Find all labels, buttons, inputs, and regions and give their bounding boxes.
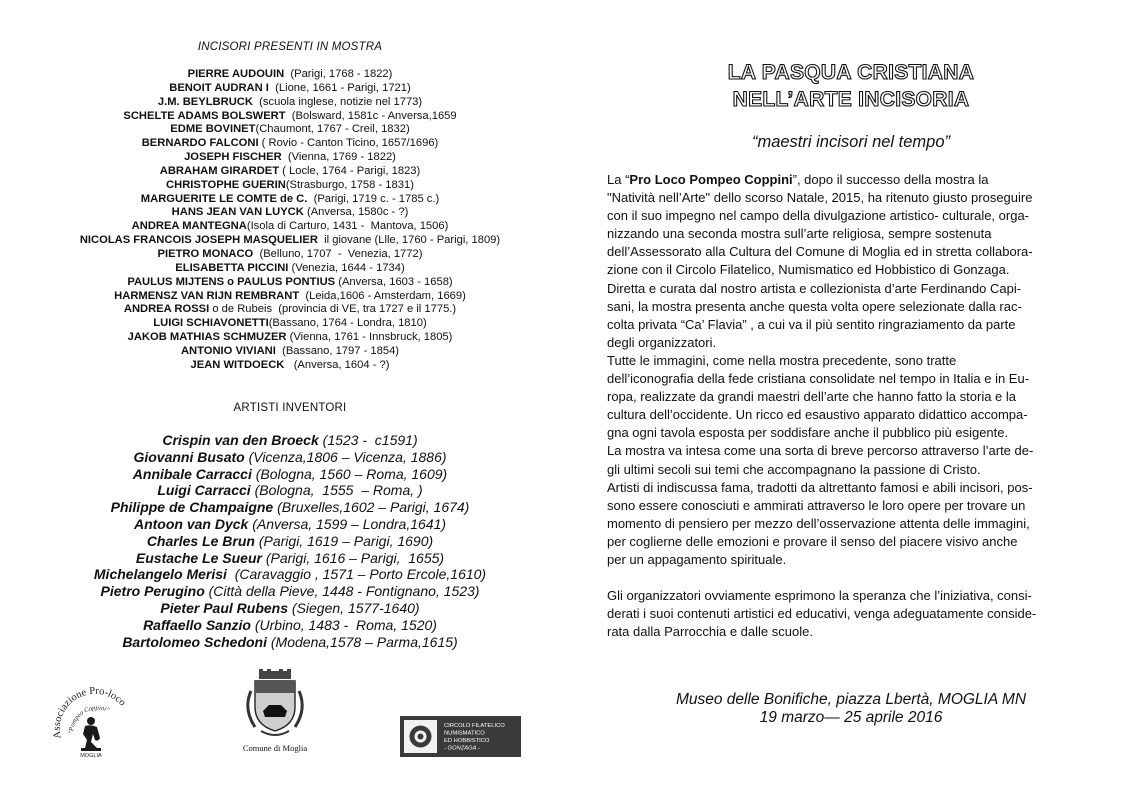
engraver-entry	[0, 359, 580, 373]
engraver-entry	[0, 123, 580, 137]
engraver-name: ABRAHAM GIRARDET	[159, 164, 280, 177]
engraver-info: (Belluno, 1707 - Venezia, 1772)	[253, 247, 423, 260]
engraver-entry	[0, 193, 580, 207]
inventor-info: (Bruxelles,1602 – Parigi, 1674)	[273, 499, 470, 516]
circolo-emblem-icon	[404, 720, 437, 753]
inventor-name: Eustache Le Sueur	[135, 549, 262, 566]
venue-line: Museo delle Bonifiche, piazza Lbertà, MOGLIA MN	[675, 691, 1027, 708]
inventor-name: Philippe de Champaigne	[110, 499, 274, 516]
engraver-info: (scuola inglese, notizie nel 1773)	[252, 95, 423, 108]
engraver-info: (Strasburgo, 1758 - 1831)	[285, 178, 414, 191]
inventor-info: (Città della Pieve, 1448 - Fontignano, 1523)	[204, 583, 480, 600]
engraver-info: ( Locle, 1764 - Parigi, 1823)	[279, 164, 421, 177]
inventor-name: Crispin van den Broeck	[162, 432, 319, 448]
inventor-info: (Parigi, 1619 – Parigi, 1690)	[254, 532, 434, 549]
body-line: ropa, realizzate da grandi maestri dell’arte che hanno fatto la storia e la	[607, 389, 1017, 405]
engraver-info: (Anversa, 1604 - ?)	[284, 358, 390, 371]
engraver-info: (Parigi, 1719 c. - 1785 c.)	[307, 192, 440, 205]
circolo-line-4: - GONZAGA -	[444, 745, 480, 752]
comune-moglia-logo	[225, 669, 325, 759]
engraver-name: PAULUS MIJTENS o PAULUS PONTIUS	[127, 275, 336, 288]
engraver-name: MARGUERITE LE COMTE de C.	[140, 192, 308, 205]
inventor-entry	[0, 617, 580, 634]
body-line: con il suo impegno nel campo della divulgazione artistico- culturale, orga-	[607, 208, 1030, 224]
engraver-entry	[0, 179, 580, 193]
engraver-info: (Parigi, 1768 - 1822)	[284, 68, 393, 80]
engraver-name: CHRISTOPHE GUERIN	[166, 178, 286, 191]
engraver-entry	[0, 276, 580, 290]
inventor-name: Bartolomeo Schedoni	[122, 633, 267, 650]
engraver-name: BERNARDO FALCONI	[141, 137, 259, 150]
circolo-line-1: CIRCOLO FILATELICO	[444, 723, 505, 729]
engraver-entry	[0, 345, 580, 359]
circolo-filatelico-logo	[400, 716, 521, 757]
body-line: per coglierne delle emozioni e provare il senso del piacere visivo anche	[607, 533, 1018, 549]
engraver-entry	[0, 96, 580, 110]
engraver-name: J.M. BEYLBRUCK	[157, 95, 253, 108]
engraver-name: LUIGI SCHIAVONETTI	[153, 317, 269, 330]
body-line: nizzando una seconda mostra sull’arte religiosa, sempre sostenuta	[607, 226, 992, 242]
engraver-name: JAKOB MATHIAS SCHMUZER	[127, 331, 287, 344]
engraver-entry	[0, 234, 580, 248]
coat-of-arms-icon	[248, 669, 302, 735]
inventor-info: (Modena,1578 – Parma,1615)	[267, 633, 458, 650]
inventor-name: Pieter Paul Rubens	[160, 599, 289, 616]
inventor-entry	[0, 482, 580, 499]
inventor-entry	[0, 466, 580, 483]
engraver-info: (Chaumont, 1767 - Creil, 1832)	[255, 123, 410, 136]
inventor-info: (Urbino, 1483 - Roma, 1520)	[250, 616, 437, 633]
body-line: cultura dell’occidente. Un ricco ed esaustivo apparato didattico accompa-	[607, 407, 1028, 423]
engraver-name: BENOIT AUDRAN I	[169, 81, 269, 94]
engraver-entry	[0, 110, 580, 124]
engraver-info: ( Rovio - Canton Ticino, 1657/1696)	[258, 137, 439, 150]
engraver-entry	[0, 303, 580, 317]
body-line: sono essere conosciuti e ammirati attraverso le loro opere per trovare un	[607, 497, 1026, 513]
dates-line: 19 marzo— 25 aprile 2016	[759, 709, 943, 726]
main-title-line-2: NELL’ARTE INCISORIA	[732, 88, 970, 111]
engraver-info: (Vienna, 1769 - 1822)	[281, 151, 396, 164]
engraver-info: (Lione, 1661 - Parigi, 1721)	[268, 81, 411, 94]
inventor-info: (Caravaggio , 1571 – Porto Ercole,1610)	[226, 566, 487, 583]
body-line: dell’Assessorato alla Cultura del Comune di Moglia ed in stretta collabora-	[607, 244, 1033, 260]
engraver-info: (Bassano, 1764 - Londra, 1810)	[268, 317, 427, 330]
inventor-name: Michelangelo Merisi	[93, 566, 227, 583]
inventor-name: Raffaello Sanzio	[143, 616, 251, 633]
engraver-entry	[0, 220, 580, 234]
engraver-name: ANDREA ROSSI	[123, 303, 210, 316]
proloco-name-text: "Pompeo Coppini"	[67, 704, 111, 735]
engraver-info: (Bolsward, 1581c - Anversa,1659	[285, 109, 457, 122]
engraver-entry	[0, 151, 580, 165]
proloco-name-bold: Pro Loco Pompeo Coppini	[629, 172, 793, 187]
inventor-entry	[0, 566, 580, 583]
proloco-logo	[45, 672, 135, 760]
engraver-entry	[0, 206, 580, 220]
body-line: Tutte le immagini, come nella mostra precedente, sono tratte	[607, 352, 957, 368]
body-line: Gli organizzatori ovviamente esprimono la speranza che l’iniziativa, consi-	[607, 588, 1032, 604]
body-line: sani, la mostra presenta anche questa volta opere selezionate dalla rac-	[607, 298, 1022, 314]
body-line: dell’iconografia della fede cristiana consolidate nel tempo in Italia e in Eu-	[607, 371, 1030, 387]
inventor-entry	[0, 516, 580, 533]
body-text	[607, 171, 1075, 641]
engraver-name: JEAN WITDOECK	[190, 358, 285, 371]
body-line: colta privata “Ca’ Flavia” , a cui va il più sentito ringraziamento da parte	[607, 316, 1016, 332]
engraver-entry	[0, 331, 580, 345]
proloco-town: MOGLIA	[80, 753, 102, 759]
engraver-name: SCHELTE ADAMS BOLSWERT	[123, 109, 286, 122]
body-line: derati i suoi contenuti artistici ed educativi, venga adeguatamente conside-	[607, 606, 1037, 622]
body-line: per un appagamento spirituale.	[607, 551, 787, 567]
circolo-line-3: ED HOBBISTICO	[444, 738, 490, 744]
inventor-info: (Siegen, 1577-1640)	[288, 599, 420, 616]
body-first-post: ”, dopo il successo della mostra la	[792, 172, 989, 187]
proloco-arc-text: Associazione Pro-loco	[51, 685, 128, 740]
main-title-line-1: LA PASQUA CRISTIANA	[727, 61, 975, 84]
engravers-list	[0, 68, 580, 373]
body-line	[607, 569, 1075, 587]
inventor-entry	[0, 550, 580, 567]
inventor-entry	[0, 600, 580, 617]
inventor-name: Pietro Perugino	[100, 583, 205, 600]
body-line: Diretta e curata dal nostro artista e collezionista d’arte Ferdinando Capi-	[607, 280, 1022, 296]
engraver-info: (Anversa, 1603 - 1658)	[335, 275, 453, 288]
inventors-list	[0, 432, 580, 650]
inventor-name: Giovanni Busato	[133, 448, 245, 465]
comune-label: Comune di Moglia	[242, 743, 308, 753]
inventors-heading: ARTISTI INVENTORI	[233, 402, 347, 414]
engraver-entry	[0, 165, 580, 179]
inventor-entry	[0, 499, 580, 516]
inventor-name: Annibale Carracci	[132, 465, 252, 482]
inventor-info: (Bologna, 1555 – Roma, )	[250, 482, 423, 499]
body-line: "Natività nell’Arte" dello scorso Natale, 2015, ha ritenuto giusto proseguire	[607, 190, 1033, 206]
body-first-pre: La “	[607, 172, 630, 187]
inventor-name: Luigi Carracci	[157, 482, 251, 499]
circolo-line-2: NUMISMATICO	[444, 730, 485, 737]
statue-figure-icon	[81, 717, 101, 751]
body-line	[607, 171, 1075, 189]
body-line: rata dalla Parrocchia e dalle scuole.	[607, 624, 813, 640]
inventor-entry	[0, 432, 580, 449]
engraver-entry	[0, 82, 580, 96]
engraver-info: (Anversa, 1580c - ?)	[303, 206, 409, 219]
subtitle: “maestri incisori nel tempo”	[751, 133, 951, 151]
body-line: La mostra va intesa come una sorta di breve percorso attraverso l’arte de-	[607, 443, 1034, 459]
engraver-info: (Vienna, 1761 - Innsbruck, 1805)	[286, 331, 453, 344]
engraver-info: (Venezia, 1644 - 1734)	[288, 261, 405, 274]
engraver-entry	[0, 290, 580, 304]
engraver-name: ELISABETTA PICCINI	[175, 261, 289, 274]
inventor-entry	[0, 533, 580, 550]
engraver-info: (Isola di Carturo, 1431 - Mantova, 1506)	[246, 220, 449, 233]
engraver-name: PIERRE AUDOUIN	[187, 68, 285, 80]
engraver-info: il giovane (Llle, 1760 - Parigi, 1809)	[317, 234, 501, 247]
inventor-info: (1523 - c1591)	[318, 432, 418, 448]
engraver-entry	[0, 68, 580, 82]
engravers-heading: INCISORI PRESENTI IN MOSTRA	[197, 41, 383, 53]
engraver-name: JOSEPH FISCHER	[184, 151, 282, 164]
body-line: gli ultimi secoli sui temi che accompagnano la passione di Cristo.	[607, 461, 981, 477]
body-line: zione con il Circolo Filatelico, Numismatico ed Hobbistico di Gonzaga.	[607, 262, 1010, 278]
engraver-name: NICOLAS FRANCOIS JOSEPH MASQUELIER	[79, 234, 318, 247]
inventor-info: (Bologna, 1560 – Roma, 1609)	[251, 465, 448, 482]
engraver-name: EDME BOVINET	[170, 123, 256, 136]
engraver-name: HARMENSZ VAN RIJN REMBRANT	[114, 289, 300, 302]
body-line: gna ogni tavola esposta per soddisfare anche il pubblico più esigente.	[607, 425, 1009, 441]
engraver-name: ANDREA MANTEGNA	[131, 220, 247, 233]
engraver-name: HANS JEAN VAN LUYCK	[171, 206, 304, 219]
engraver-info: (Bassano, 1797 - 1854)	[275, 344, 400, 357]
engraver-info: (Leida,1606 - Amsterdam, 1669)	[299, 289, 466, 302]
inventor-entry	[0, 449, 580, 466]
body-line: degli organizzatori.	[607, 334, 717, 350]
inventor-info: (Parigi, 1616 – Parigi, 1655)	[261, 549, 445, 566]
body-line: momento di pensiero per mezzo dell’osservazione attenta delle immagini,	[607, 515, 1030, 531]
inventor-info: (Anversa, 1599 – Londra,1641)	[248, 515, 447, 532]
engraver-entry	[0, 137, 580, 151]
engraver-name: PIETRO MONACO	[157, 247, 254, 260]
inventor-info: (Vicenza,1806 – Vicenza, 1886)	[244, 448, 447, 465]
inventor-entry	[0, 634, 580, 651]
engraver-info: o de Rubeis (provincia di VE, tra 1727 e il 1775.)	[209, 303, 457, 316]
engraver-entry	[0, 248, 580, 262]
inventor-name: Antoon van Dyck	[133, 515, 249, 532]
inventor-entry	[0, 583, 580, 600]
body-line: Artisti di indiscussa fama, tradotti da altrettanto famosi e abili incisori, pos-	[607, 479, 1033, 495]
engraver-name: ANTONIO VIVIANI	[180, 344, 276, 357]
engraver-entry	[0, 262, 580, 276]
engraver-entry	[0, 317, 580, 331]
inventor-name: Charles Le Brun	[146, 532, 255, 549]
